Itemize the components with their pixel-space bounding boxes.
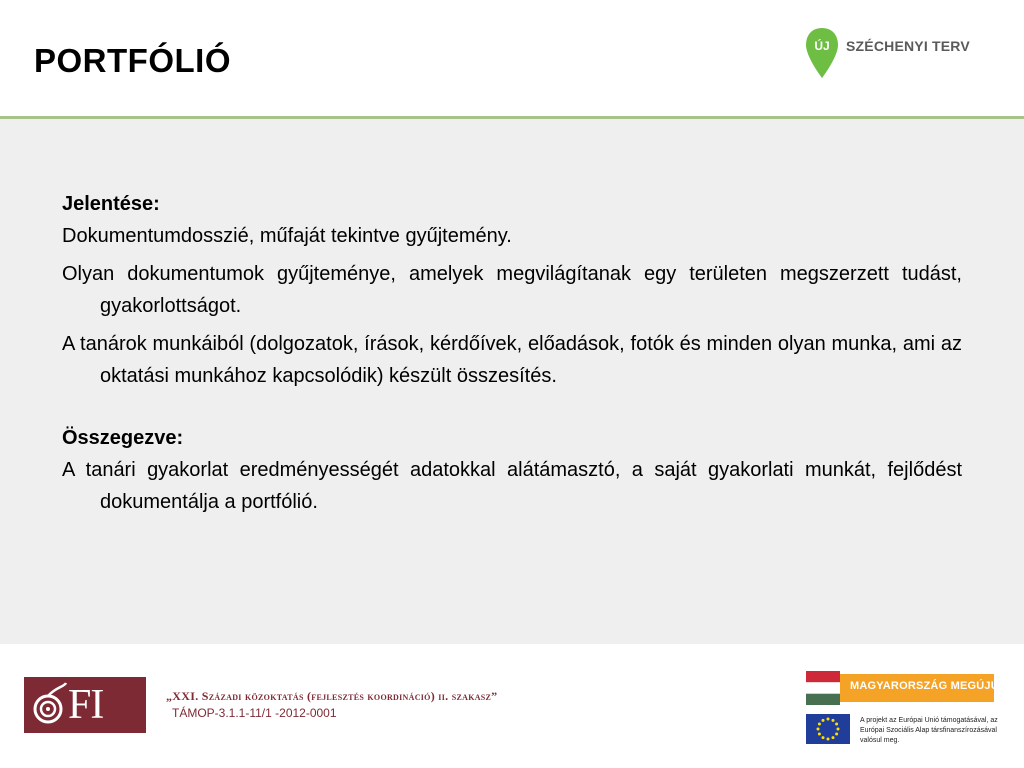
bullet-text: A tanárok munkáiból (dolgozatok, írások, kérdőívek, előadások, fotók és minden olyan munka, ami az oktatási munkához kapcsolódik) készült összesítés. [62, 333, 962, 387]
bullet-text: Dokumentumdosszié, műfaját tekintve gyűjtemény. [62, 225, 512, 247]
spiral-icon [26, 677, 70, 733]
hungarian-flag-icon [806, 671, 840, 705]
pin-text: ÚJ [814, 39, 830, 53]
eu-flag-icon [806, 714, 850, 744]
ofi-logo [24, 677, 146, 733]
project-title: „XXI. Századi közoktatás (fejlesztés koordináció) ii. szakasz” [166, 689, 498, 703]
bullet-text: A tanári gyakorlat eredményességét adatokkal alátámasztó, a saját gyakorlati munkát, fejlődést dokumentálja a portfólió. [62, 459, 962, 513]
section-heading-summary: Összegezve: [62, 427, 184, 449]
szechenyi-terv-logo [804, 26, 984, 82]
map-pin-icon [804, 26, 840, 80]
banner-text: MAGYARORSZÁG MEGÚJUL [850, 680, 1006, 692]
page-title: PORTFÓLIÓ [34, 42, 231, 79]
banner [840, 674, 1006, 702]
project-code: TÁMOP-3.1.1-11/1 -2012-0001 [172, 706, 337, 720]
section-heading-meaning: Jelentése: [62, 193, 160, 215]
slide-body [62, 188, 962, 524]
ofi-letters: FI [68, 682, 104, 728]
brand-name: SZÉCHENYI TERV [846, 38, 970, 54]
eu-funding-note: A projekt az Európai Unió támogatásával, az Európai Szociális Alap társfinanszírozásával valósul meg. [860, 717, 998, 744]
magyarorszag-megujul-logo [806, 671, 1006, 705]
bullet-text: Olyan dokumentumok gyűjteménye, amelyek megvilágítanak egy területen megszerzett tudást, gyakorlottságot. [62, 263, 962, 317]
slide-header [0, 0, 1024, 116]
slide-footer [0, 644, 1024, 768]
